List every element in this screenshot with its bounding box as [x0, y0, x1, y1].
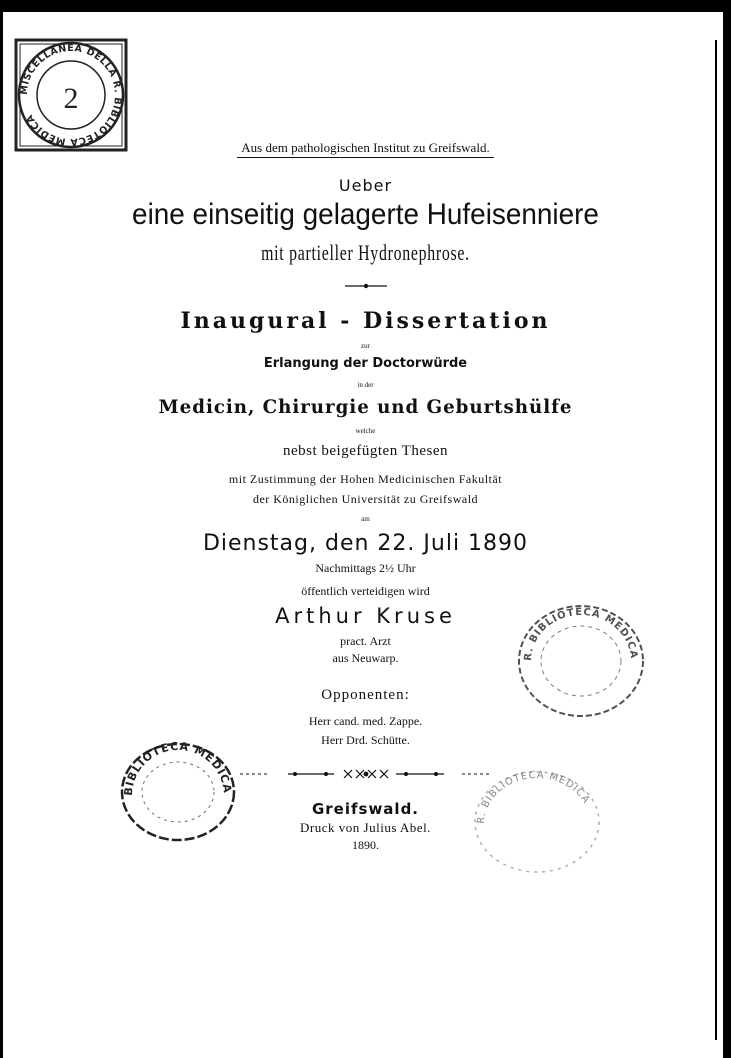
title-intro: Ueber	[338, 176, 393, 195]
scan-border-left	[0, 0, 3, 1058]
opponent-item: Herr Drd. Schütte.	[321, 733, 410, 747]
scan-border-top	[0, 0, 731, 12]
connector-welche: welche	[355, 427, 376, 435]
time-line: Nachmittags 2½ Uhr	[315, 561, 416, 575]
faculties-line: Medicin, Chirurgie und Geburtshülfe	[158, 396, 573, 418]
stamp-left-text: BIBLIOTECA MEDICA	[121, 739, 235, 797]
library-stamp-right	[514, 602, 648, 720]
svg-text:R. BIBLIOTECA MEDICA	[476, 770, 592, 824]
year-line: 1890.	[352, 838, 379, 852]
institute-line: Aus dem pathologischen Institut zu Greifswald.	[0, 140, 731, 156]
opponent-item: Herr cand. med. Zappe.	[308, 714, 423, 728]
stamp-right-low-text: R. BIBLIOTECA MEDICA	[475, 769, 592, 825]
stamp-top-left-number: 2	[63, 82, 79, 115]
purpose-line: Erlangung der Doctorwürde	[263, 356, 468, 371]
author-profession: pract. Arzt	[340, 634, 391, 648]
stamp-top-left-text: MISCELLANEA DELLA R. BIBLIOTECA MEDICA	[18, 42, 124, 148]
large-ornament-divider	[240, 768, 492, 780]
author-name: Arthur Kruse	[275, 604, 456, 628]
library-stamp-left	[118, 734, 238, 842]
dissertation-type: Inaugural - Dissertation	[180, 308, 551, 334]
defense-line: öffentlich verteidigen wird	[301, 584, 430, 598]
printer-line: Druck von Julius Abel.	[300, 820, 431, 835]
theses-line: nebst beigefügten Thesen	[282, 443, 448, 459]
author-origin: aus Neuwarp.	[332, 651, 399, 665]
connector-am: am	[361, 515, 370, 523]
title-main: eine einseitig gelagerte Hufeisenniere	[132, 198, 599, 231]
connector-in-der: in der	[357, 381, 374, 389]
opponents-label: Opponenten:	[321, 687, 410, 703]
svg-text:R. BIBLIOTECA MEDICA	[523, 607, 639, 661]
svg-text:BIBLIOTECA MEDICA	[122, 740, 234, 797]
connector-zur: zur	[361, 342, 370, 350]
consent-line: mit Zustimmung der Hohen Medicinischen Fakultät	[228, 472, 503, 486]
stamp-right-text: R. BIBLIOTECA MEDICA	[522, 606, 640, 662]
scan-border-right	[723, 0, 731, 1058]
small-ornament-divider	[345, 283, 387, 289]
library-stamp-right-low	[470, 766, 604, 874]
date-line: Dienstag, den 22. Juli 1890	[202, 531, 529, 556]
university-line: der Königlichen Universität zu Greifswald	[252, 492, 479, 506]
title-sub: mit partieller Hydronephrose.	[261, 240, 470, 265]
library-stamp-top-left	[10, 34, 132, 156]
place-line: Greifswald.	[311, 800, 420, 818]
